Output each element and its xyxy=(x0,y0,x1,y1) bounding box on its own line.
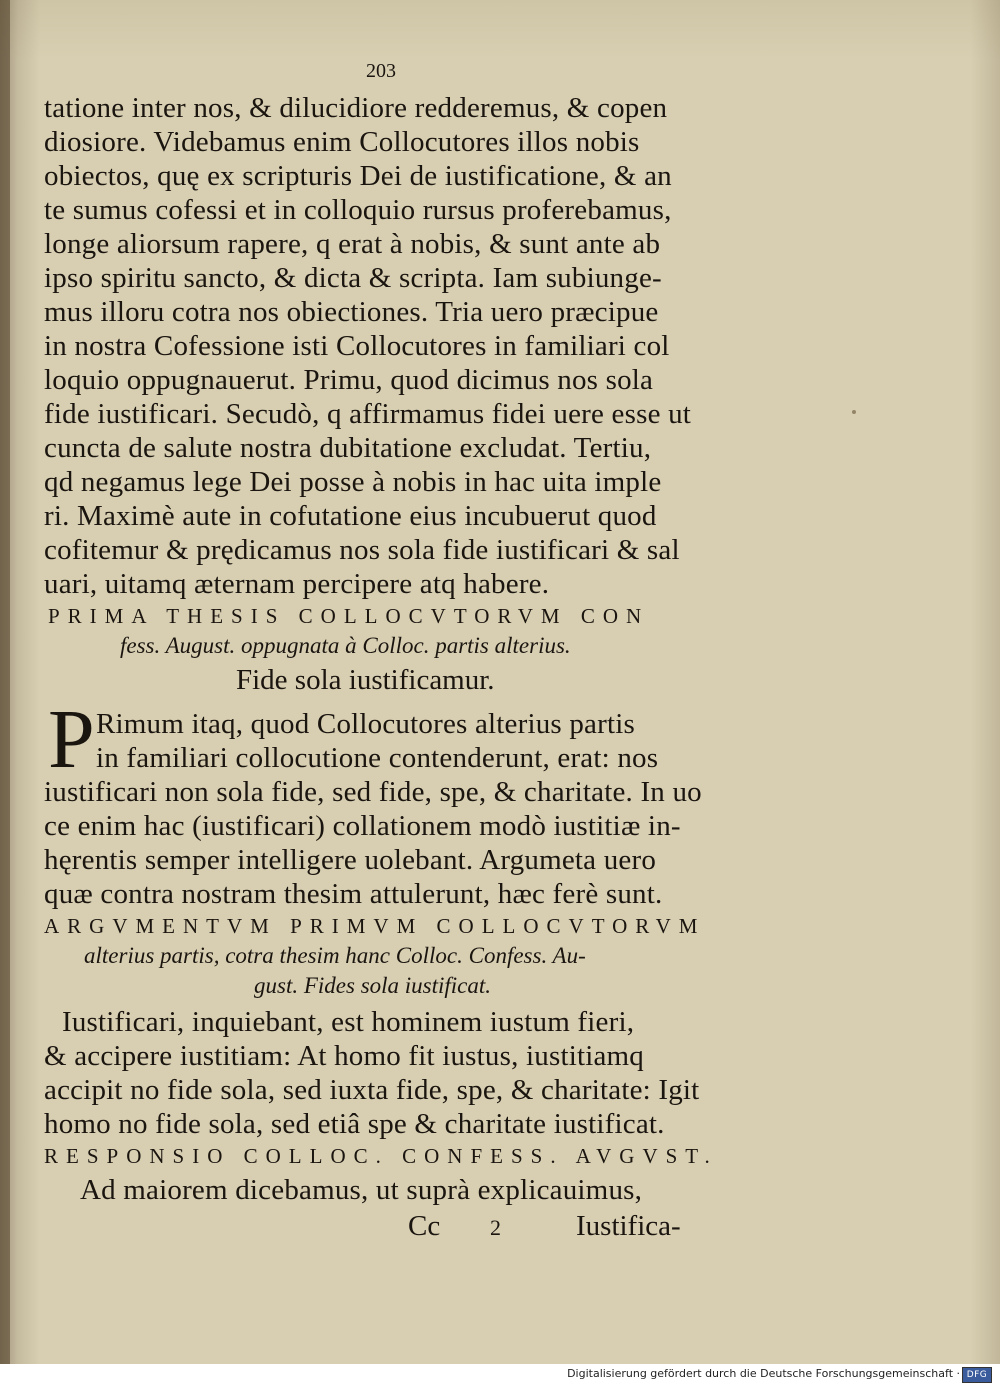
para3-line-1: Iustificari, inquiebant, est hominem iustum fieri, xyxy=(62,1006,635,1038)
binding-edge-shadow xyxy=(0,0,10,1364)
para2-line-2: in familiari collocutione contenderunt, erat: nos xyxy=(96,742,659,774)
text-line-9: loquio oppugnauerut. Primu, quod dicimus nos sola xyxy=(44,364,654,396)
argument-italic-line-1: alterius partis, cotra thesim hanc Colloc. Confess. Au- xyxy=(84,943,586,968)
response-caps-heading: RESPONSIO COLLOC. CONFESS. AVGVST. xyxy=(44,1144,718,1168)
signature-number: 2 xyxy=(490,1215,501,1240)
footer-bar xyxy=(0,1364,1000,1385)
text-line-12: qd negamus lege Dei posse à nobis in hac uita imple xyxy=(44,466,662,498)
text-line-5: longe aliorsum rapere, q erat à nobis, & sunt ante ab xyxy=(44,228,661,260)
thesis-italic-subheading: fess. August. oppugnata à Colloc. partis alterius. xyxy=(120,633,571,658)
page-folio-number: 203 xyxy=(366,60,396,82)
signature-mark: Cc xyxy=(408,1210,441,1242)
paper-speck xyxy=(852,410,856,414)
para2-line-5: hęrentis semper intelligere uolebant. Argumeta uero xyxy=(44,844,657,876)
text-line-6: ipso spiritu sancto, & dicta & scripta. Iam subiunge- xyxy=(44,262,662,294)
text-line-7: mus illoru cotra nos obiectiones. Tria uero præcipue xyxy=(44,296,659,328)
argument-caps-heading: ARGVMENTVM PRIMVM COLLOCVTORVM xyxy=(44,914,706,938)
text-line-15: uari, uitamq æternam percipere atq habere. xyxy=(44,568,550,600)
dfg-logo-icon: DFG xyxy=(962,1367,992,1383)
text-line-8: in nostra Cofessione isti Collocutores in familiari col xyxy=(44,330,670,362)
para3-line-4: homo no fide sola, sed etiâ spe & charitate iustificat. xyxy=(44,1108,665,1140)
funding-credit: Digitalisierung gefördert durch die Deutsche Forschungsgemeinschaft · xyxy=(567,1367,960,1380)
text-line-11: cuncta de salute nostra dubitatione excludat. Tertiu, xyxy=(44,432,652,464)
text-line-13: ri. Maximè aute in cofutatione eius incubuerut quod xyxy=(44,500,657,532)
text-line-10: fide iustificari. Secudò, q affirmamus fidei uere esse ut xyxy=(44,398,692,430)
argument-italic-line-2: gust. Fides sola iustificat. xyxy=(254,973,492,998)
para3-line-3: accipit no fide sola, sed iuxta fide, spe, & charitate: Igit xyxy=(44,1074,700,1106)
para2-line-3: iustificari non sola fide, sed fide, spe, & charitate. In uo xyxy=(44,776,702,808)
catchword: Iustifica- xyxy=(576,1210,681,1242)
para2-line-4: ce enim hac (iustificari) collationem modò iustitiæ in- xyxy=(44,810,681,842)
text-line-2: diosiore. Videbamus enim Collocutores illos nobis xyxy=(44,126,640,158)
text-line-14: cofitemur & prędicamus nos sola fide iustificari & sal xyxy=(44,534,680,566)
para3-line-2: & accipere iustitiam: At homo fit iustus, iustitiamq xyxy=(44,1040,645,1072)
para2-line-6: quæ contra nostram thesim attulerunt, hæc ferè sunt. xyxy=(44,878,663,910)
para2-line-1: Rimum itaq, quod Collocutores alterius partis xyxy=(96,708,635,740)
thesis-title: Fide sola iustificamur. xyxy=(236,664,495,696)
drop-capital: P xyxy=(48,693,95,786)
text-line-4: te sumus cofessi et in colloquio rursus proferebamus, xyxy=(44,194,672,226)
thesis-caps-heading: PRIMA THESIS COLLOCVTORVM CON xyxy=(48,604,650,628)
response-line-1: Ad maiorem dicebamus, ut suprà explicauimus, xyxy=(80,1174,643,1206)
text-line-3: obiectos, quę ex scripturis Dei de iustificatione, & an xyxy=(44,160,672,192)
text-line-1: tatione inter nos, & dilucidiore redderemus, & copen xyxy=(44,92,668,124)
